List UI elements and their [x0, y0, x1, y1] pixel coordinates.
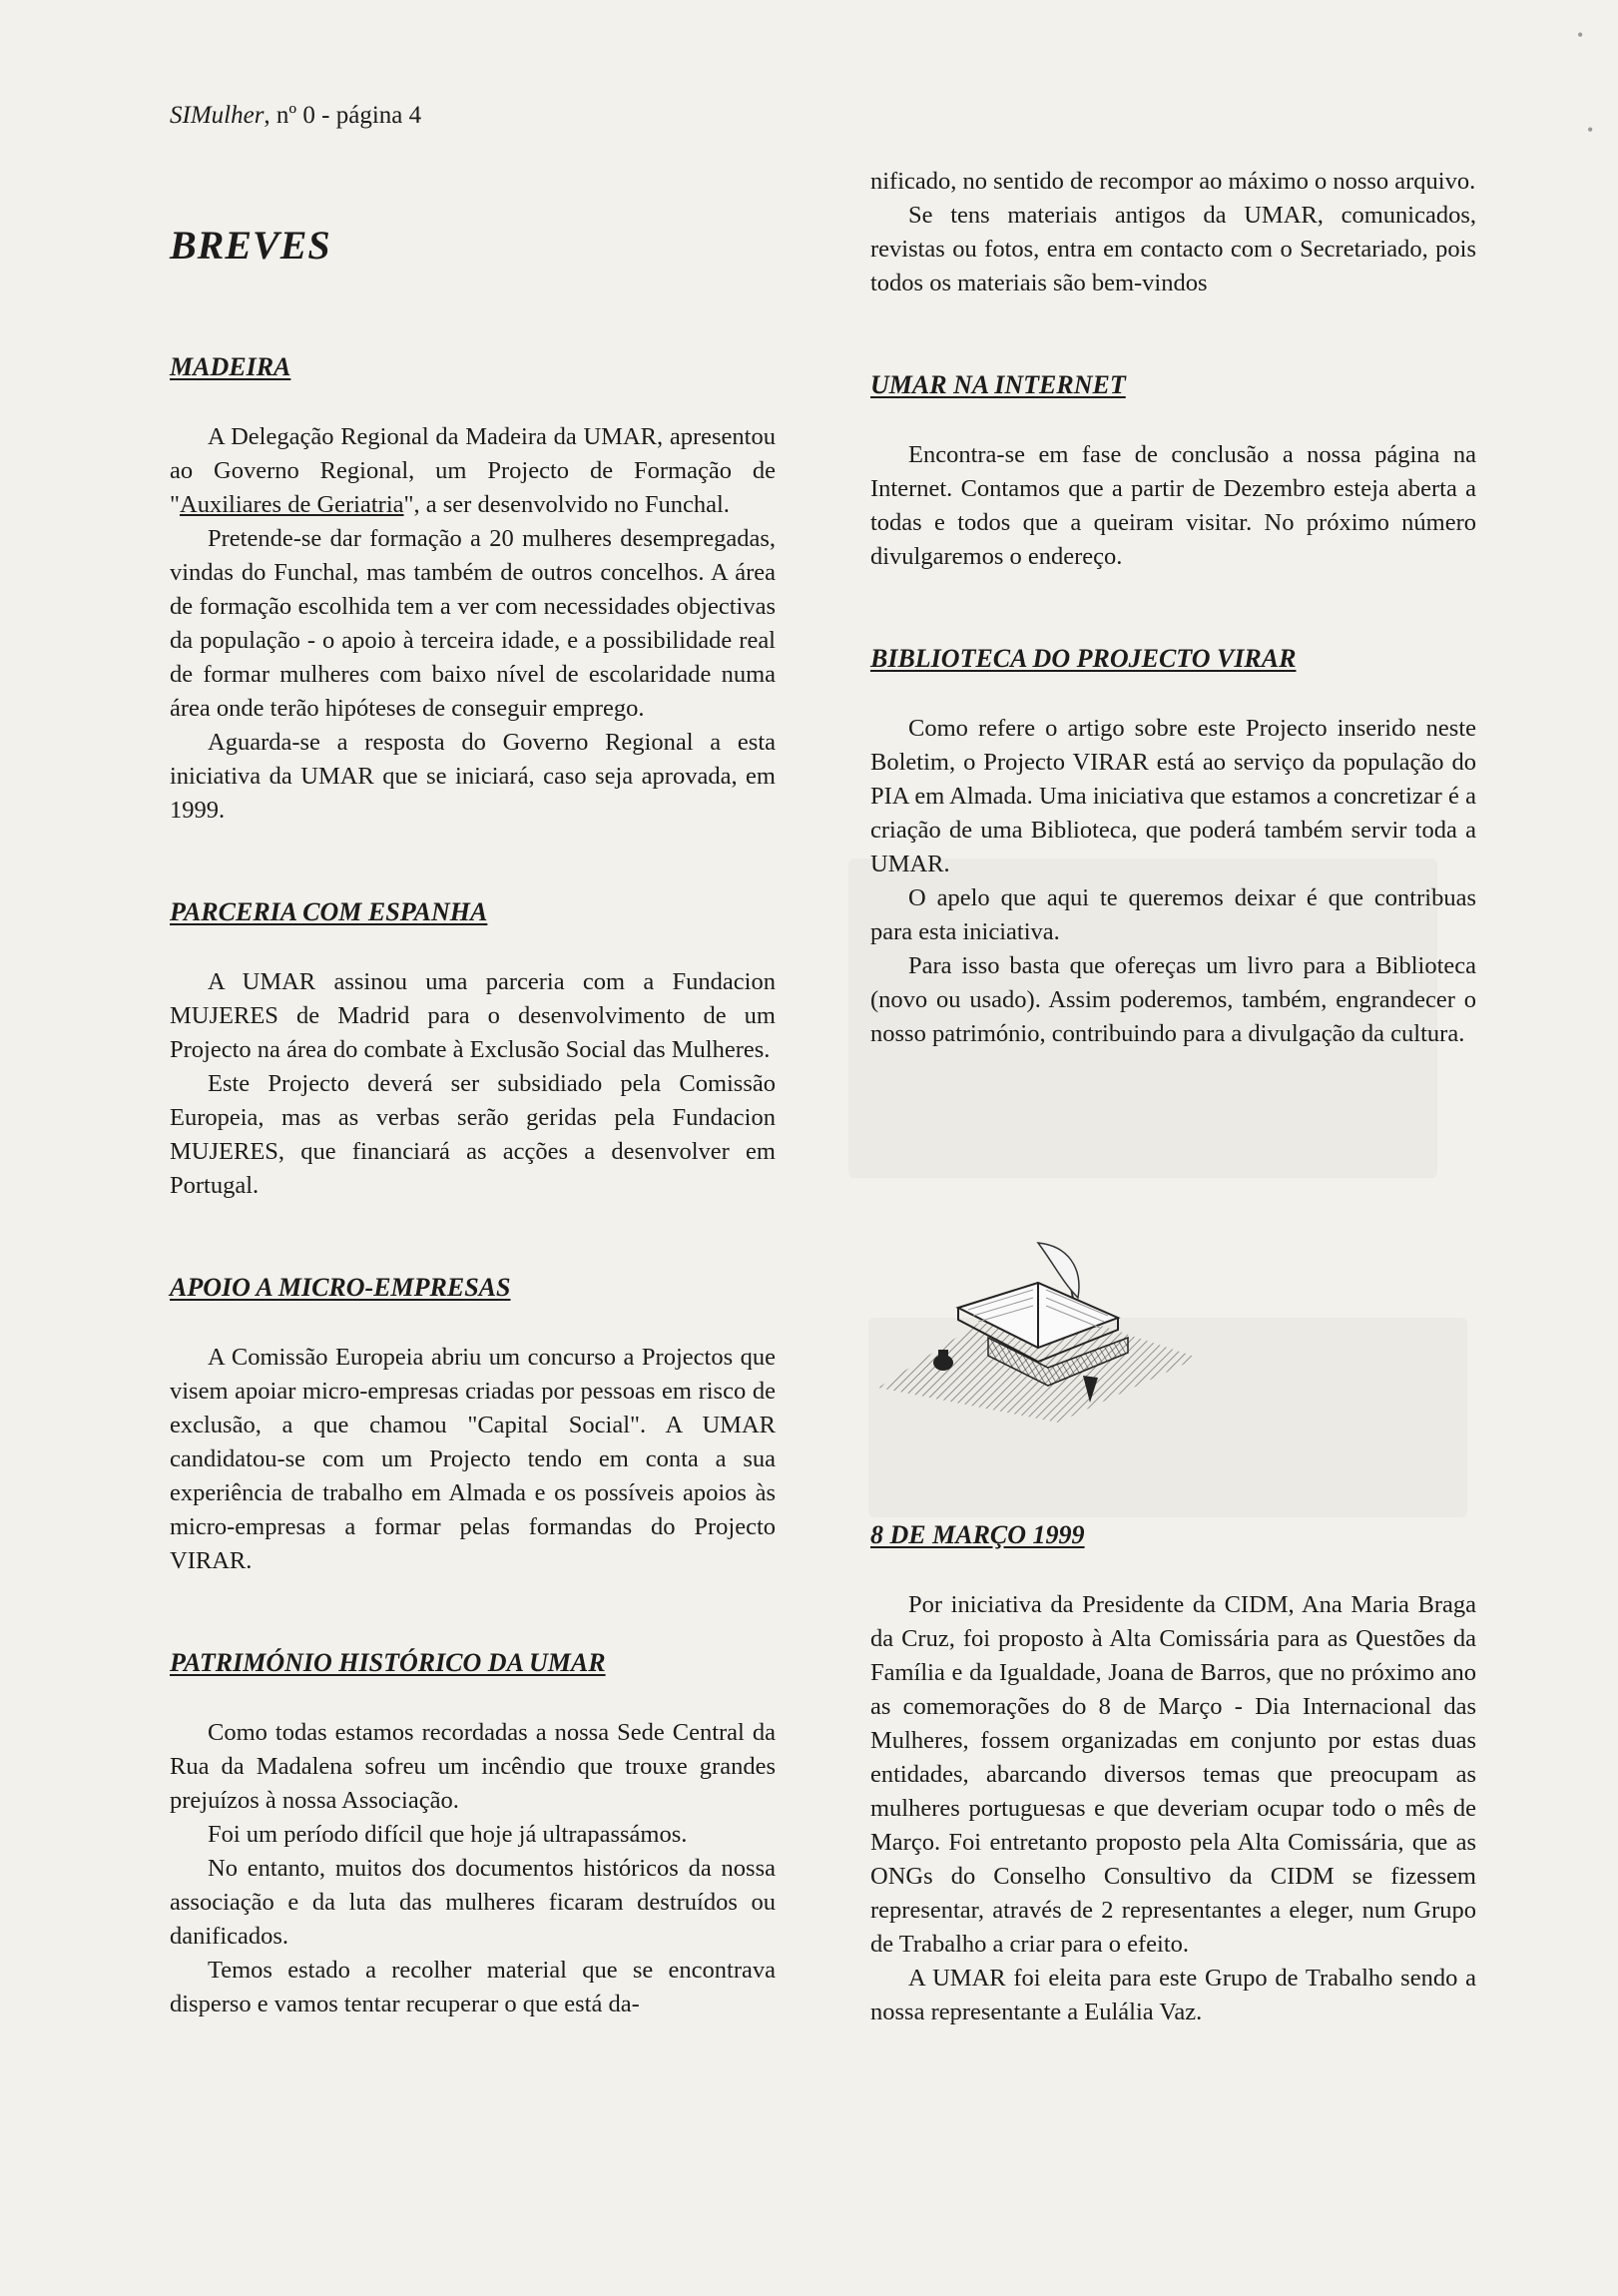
paragraph: Por iniciativa da Presidente da CIDM, Ana Maria Braga da Cruz, foi proposto à Alta Comissária para as Questões da Família e da Igualdade, Joana de Barros, que no próximo ano as comemorações do 8 de Março - Dia Internacional das Mulheres, fossem organizadas em conjunto por estas duas entidades, abarcando diversos temas que preocupam as mulheres portuguesas e que deveriam ocupar todo o mês de Março. Foi entretanto proposto pela Alta Comissária, que as ONGs do Conselho Consultivo da CIDM se fizessem representar, através de 2 representantes a eleger, num Grupo de Trabalho a criar para o efeito. [870, 1591, 1476, 1958]
section-8-marco [870, 1520, 1476, 2029]
left-column [170, 222, 776, 2021]
paragraph: A Comissão Europeia abriu um concurso a Projectos que visem apoiar micro-empresas criadas por pessoas em risco de exclusão, a que chamou "Capital Social". A UMAR candidatou-se com um Projecto tendo em conta a sua experiência de trabalho em Almada e os possíveis apoios às micro-empresas a formar pelas formandas do Projecto VIRAR. [170, 1344, 776, 1574]
paragraph: No entanto, muitos dos documentos históricos da nossa associação e da luta das mulheres ficaram destruídos ou danificados. [170, 1855, 776, 1950]
section-heading: UMAR NA INTERNET [870, 370, 1126, 399]
section-heading: BIBLIOTECA DO PROJECTO VIRAR [870, 644, 1297, 673]
book-quill-illustration [868, 1238, 1208, 1428]
paragraph: O apelo que aqui te queremos deixar é que contribuas para esta iniciativa. [870, 884, 1476, 945]
section-micro-empresas [170, 1273, 776, 1578]
section-patrimonio [170, 1648, 776, 2021]
section-heading: PARCERIA COM ESPANHA [170, 897, 488, 926]
section-parceria-espanha [170, 897, 776, 1203]
paragraph: Temos estado a recolher material que se encontrava disperso e vamos tentar recuperar o que está da- [170, 1957, 776, 2017]
section-internet [870, 370, 1476, 574]
underlined-term: Auxiliares de Geriatria [180, 491, 404, 518]
paragraph: Foi um período difícil que hoje já ultrapassámos. [208, 1821, 688, 1848]
section-heading: APOIO A MICRO-EMPRESAS [170, 1273, 511, 1302]
paragraph: A UMAR foi eleita para este Grupo de Trabalho sendo a nossa representante a Eulália Vaz. [870, 1965, 1476, 2025]
right-column [870, 165, 1476, 1121]
paragraph: A UMAR assinou uma parceria com a Fundacion MUJERES de Madrid para o desenvolvimento de um Projecto na área do combate à Exclusão Social das Mulheres. [170, 968, 776, 1063]
publication-name: SIMulher [170, 102, 265, 129]
paragraph: Como todas estamos recordadas a nossa Sede Central da Rua da Madalena sofreu um incêndio que trouxe grandes prejuízos à nossa Associação. [170, 1719, 776, 1814]
paragraph-text: A Delegação Regional da Madeira da UMAR, apresentou ao Governo Regional, um Projecto de Formação de " [170, 423, 776, 518]
section-madeira [170, 352, 776, 828]
paragraph: Este Projecto deverá ser subsidiado pela Comissão Europeia, mas as verbas serão geridas pela Fundacion MUJERES, que financiará as acções a desenvolver em Portugal. [170, 1070, 776, 1199]
page-header [170, 102, 421, 130]
section-heading: PATRIMÓNIO HISTÓRICO DA UMAR [170, 1648, 606, 1677]
section-biblioteca [870, 644, 1476, 1051]
paragraph: Se tens materiais antigos da UMAR, comunicados, revistas ou fotos, entra em contacto com o Secretariado, pois todos os materiais são bem-vindos [870, 202, 1476, 296]
paragraph: Como refere o artigo sobre este Projecto inserido neste Boletim, o Projecto VIRAR está ao serviço da população do PIA em Almada. Uma iniciativa que estamos a concretizar é a criação de uma Biblioteca, que poderá também servir toda a UMAR. [870, 715, 1476, 877]
scan-speck: • [1587, 120, 1594, 140]
paragraph-text: ", a ser desenvolvido no Funchal. [403, 491, 730, 518]
section-patrimonio-continued [870, 165, 1476, 300]
paragraph: Encontra-se em fase de conclusão a nossa página na Internet. Contamos que a partir de Dezembro esteja aberta a todas e todos que a queiram visitar. No próximo número divulgaremos o endereço. [870, 441, 1476, 570]
paragraph [170, 420, 776, 522]
page-title: BREVES [170, 223, 331, 268]
section-heading: MADEIRA [170, 352, 291, 381]
paragraph: nificado, no sentido de recompor ao máximo o nosso arquivo. [870, 168, 1476, 195]
section-heading: 8 DE MARÇO 1999 [870, 1520, 1085, 1549]
paragraph: Pretende-se dar formação a 20 mulheres desempregadas, vindas do Funchal, mas também de outros concelhos. A área de formação escolhida tem a ver com necessidades objectivas da população - o apoio à terceira idade, e a possibilidade real de formar mulheres com baixo nível de escolaridade numa área onde terão hipóteses de conseguir emprego. [170, 525, 776, 722]
paragraph: Para isso basta que ofereças um livro para a Biblioteca (novo ou usado). Assim poderemos, também, engrandecer o nosso património, contribuindo para a divulgação da cultura. [870, 952, 1476, 1047]
issue-page: , nº 0 - página 4 [264, 102, 422, 129]
paragraph: Aguarda-se a resposta do Governo Regional a esta iniciativa da UMAR que se iniciará, caso seja aprovada, em 1999. [170, 729, 776, 824]
right-column-lower [870, 1520, 1476, 2029]
scan-speck: • [1577, 25, 1584, 45]
